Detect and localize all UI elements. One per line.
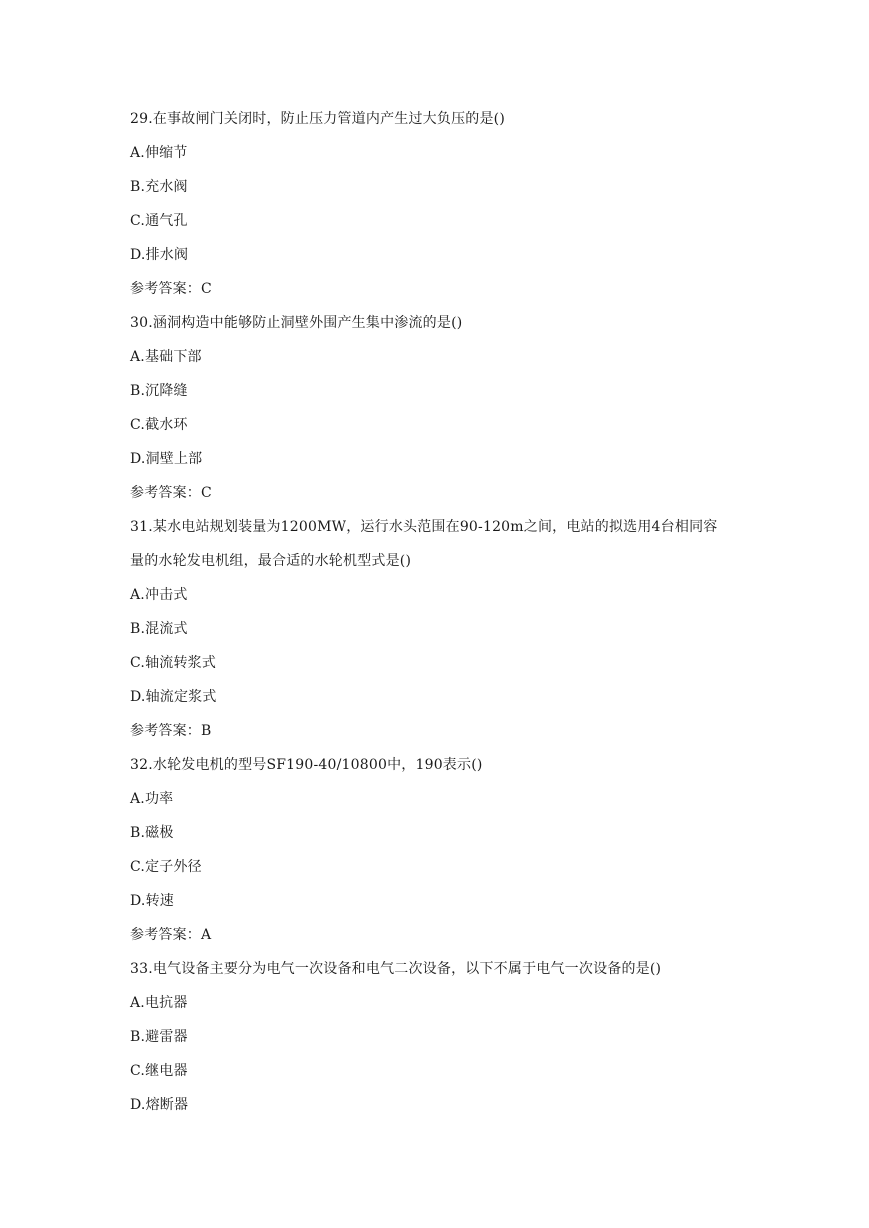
question-32-option-d: D.转速 — [130, 893, 174, 909]
question-31-option-b: B.混流式 — [130, 621, 188, 637]
question-30-option-d: D.洞壁上部 — [130, 451, 203, 467]
question-31-option-a: A.冲击式 — [130, 587, 188, 603]
question-32-option-c: C.定子外径 — [130, 859, 202, 875]
question-32-answer: 参考答案：A — [130, 927, 212, 943]
document-page — [130, 109, 750, 1129]
question-29-option-c: C.通气孔 — [130, 213, 188, 229]
question-33-option-d: D.熔断器 — [130, 1097, 189, 1113]
question-30-option-a: A.基础下部 — [130, 349, 202, 365]
question-29-answer: 参考答案：C — [130, 281, 212, 297]
question-31-stem — [130, 517, 750, 571]
question-31-stem-line-2: 量的水轮发电机组，最合适的水轮机型式是() — [130, 553, 412, 569]
question-30-option-b: B.沉降缝 — [130, 383, 188, 399]
question-29-option-b: B.充水阀 — [130, 179, 188, 195]
question-32-option-a: A.功率 — [130, 791, 174, 807]
question-33-stem: 33.电气设备主要分为电气一次设备和电气二次设备，以下不属于电气一次设备的是() — [130, 961, 662, 977]
question-29-option-d: D.排水阀 — [130, 247, 189, 263]
question-29-stem: 29.在事故闸门关闭时，防止压力管道内产生过大负压的是() — [130, 111, 505, 127]
question-31-answer: 参考答案：B — [130, 723, 212, 739]
question-30-option-c: C.截水环 — [130, 417, 188, 433]
question-30-answer: 参考答案：C — [130, 485, 212, 501]
question-32-stem: 32.水轮发电机的型号SF190-40/10800中，190表示() — [130, 757, 483, 773]
question-30-stem: 30.涵洞构造中能够防止洞壁外围产生集中渗流的是() — [130, 315, 463, 331]
question-33-option-c: C.继电器 — [130, 1063, 188, 1079]
question-33-option-a: A.电抗器 — [130, 995, 188, 1011]
question-29-option-a: A.伸缩节 — [130, 145, 188, 161]
question-31-option-c: C.轴流转浆式 — [130, 655, 217, 671]
question-32-option-b: B.磁极 — [130, 825, 174, 841]
question-31-stem-line-1: 31.某水电站规划装量为1200MW，运行水头范围在90-120m之间，电站的拟选用4台相同容 — [130, 519, 718, 535]
question-31-option-d: D.轴流定浆式 — [130, 689, 217, 705]
question-33-option-b: B.避雷器 — [130, 1029, 188, 1045]
